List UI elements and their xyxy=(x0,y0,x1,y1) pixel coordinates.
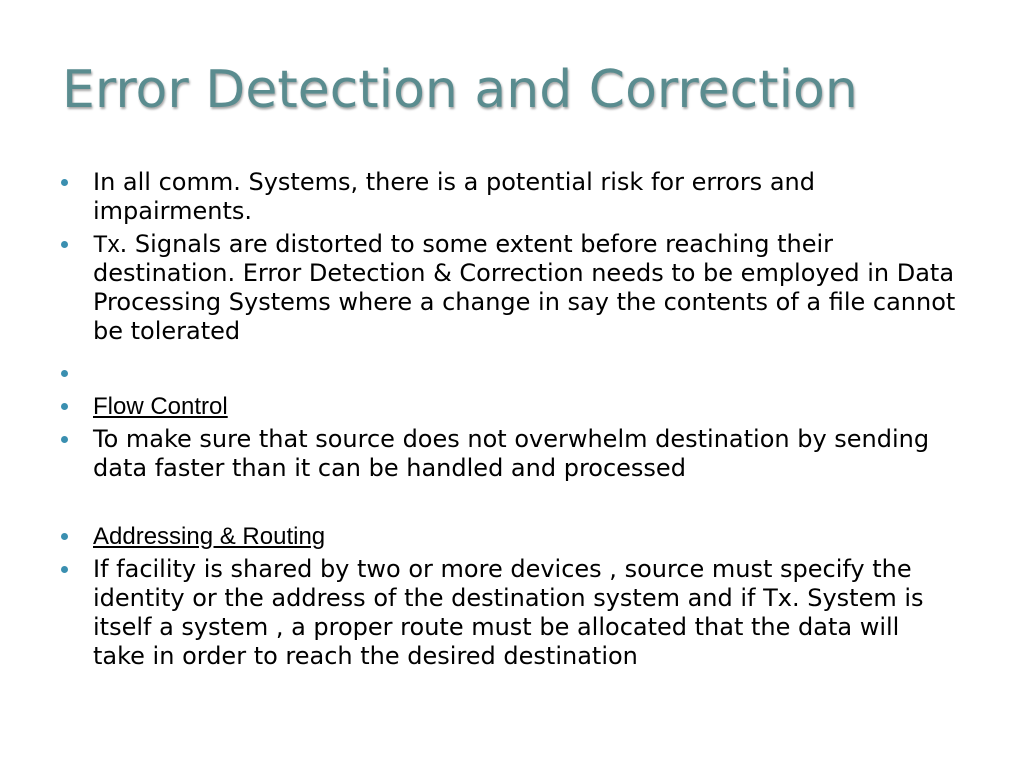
bullet-item-signal-distortion xyxy=(58,230,958,346)
bullet-lead-tx: Tx xyxy=(93,231,120,258)
bullet-text: To make sure that source does not overwhelm destination by sending data faster than it can be handled and processed xyxy=(93,425,930,482)
slide-title: Error Detection and Correction xyxy=(62,60,858,120)
bullet-item-errors-risk xyxy=(58,168,958,226)
bullet-list xyxy=(58,168,958,671)
bullet-text xyxy=(93,359,958,388)
bullet-dot-icon xyxy=(61,436,68,443)
bullet-body: . Signals are distorted to some extent before reaching their destination. Error Detection & Correction needs to be employed in Data Processing Systems where a change in say the contents of a file cannot be tolerated xyxy=(93,230,956,345)
section-heading: Flow Control xyxy=(93,393,228,420)
bullet-dot-icon xyxy=(61,370,68,377)
bullet-dot-icon xyxy=(61,403,68,410)
bullet-item-empty xyxy=(58,359,958,388)
bullet-text xyxy=(93,230,958,346)
bullet-item-flow-control-heading xyxy=(58,392,958,421)
bullet-dot-icon xyxy=(61,566,68,573)
bullet-item-flow-control-desc xyxy=(58,425,958,483)
bullet-text: In all comm. Systems, there is a potential risk for errors and impairments. xyxy=(93,168,815,225)
bullet-dot-icon xyxy=(61,533,68,540)
bullet-item-addressing-desc xyxy=(58,555,958,671)
section-heading: Addressing & Routing xyxy=(93,523,326,550)
bullet-dot-icon xyxy=(61,241,68,248)
bullet-text: If facility is shared by two or more devices , source must specify the identity or the address of the destination system and if Tx. System is itself a system , a proper route must be allocated that the data will take in order to reach the desired destination xyxy=(93,555,924,670)
bullet-dot-icon xyxy=(61,179,68,186)
bullet-item-addressing-heading xyxy=(58,522,958,551)
